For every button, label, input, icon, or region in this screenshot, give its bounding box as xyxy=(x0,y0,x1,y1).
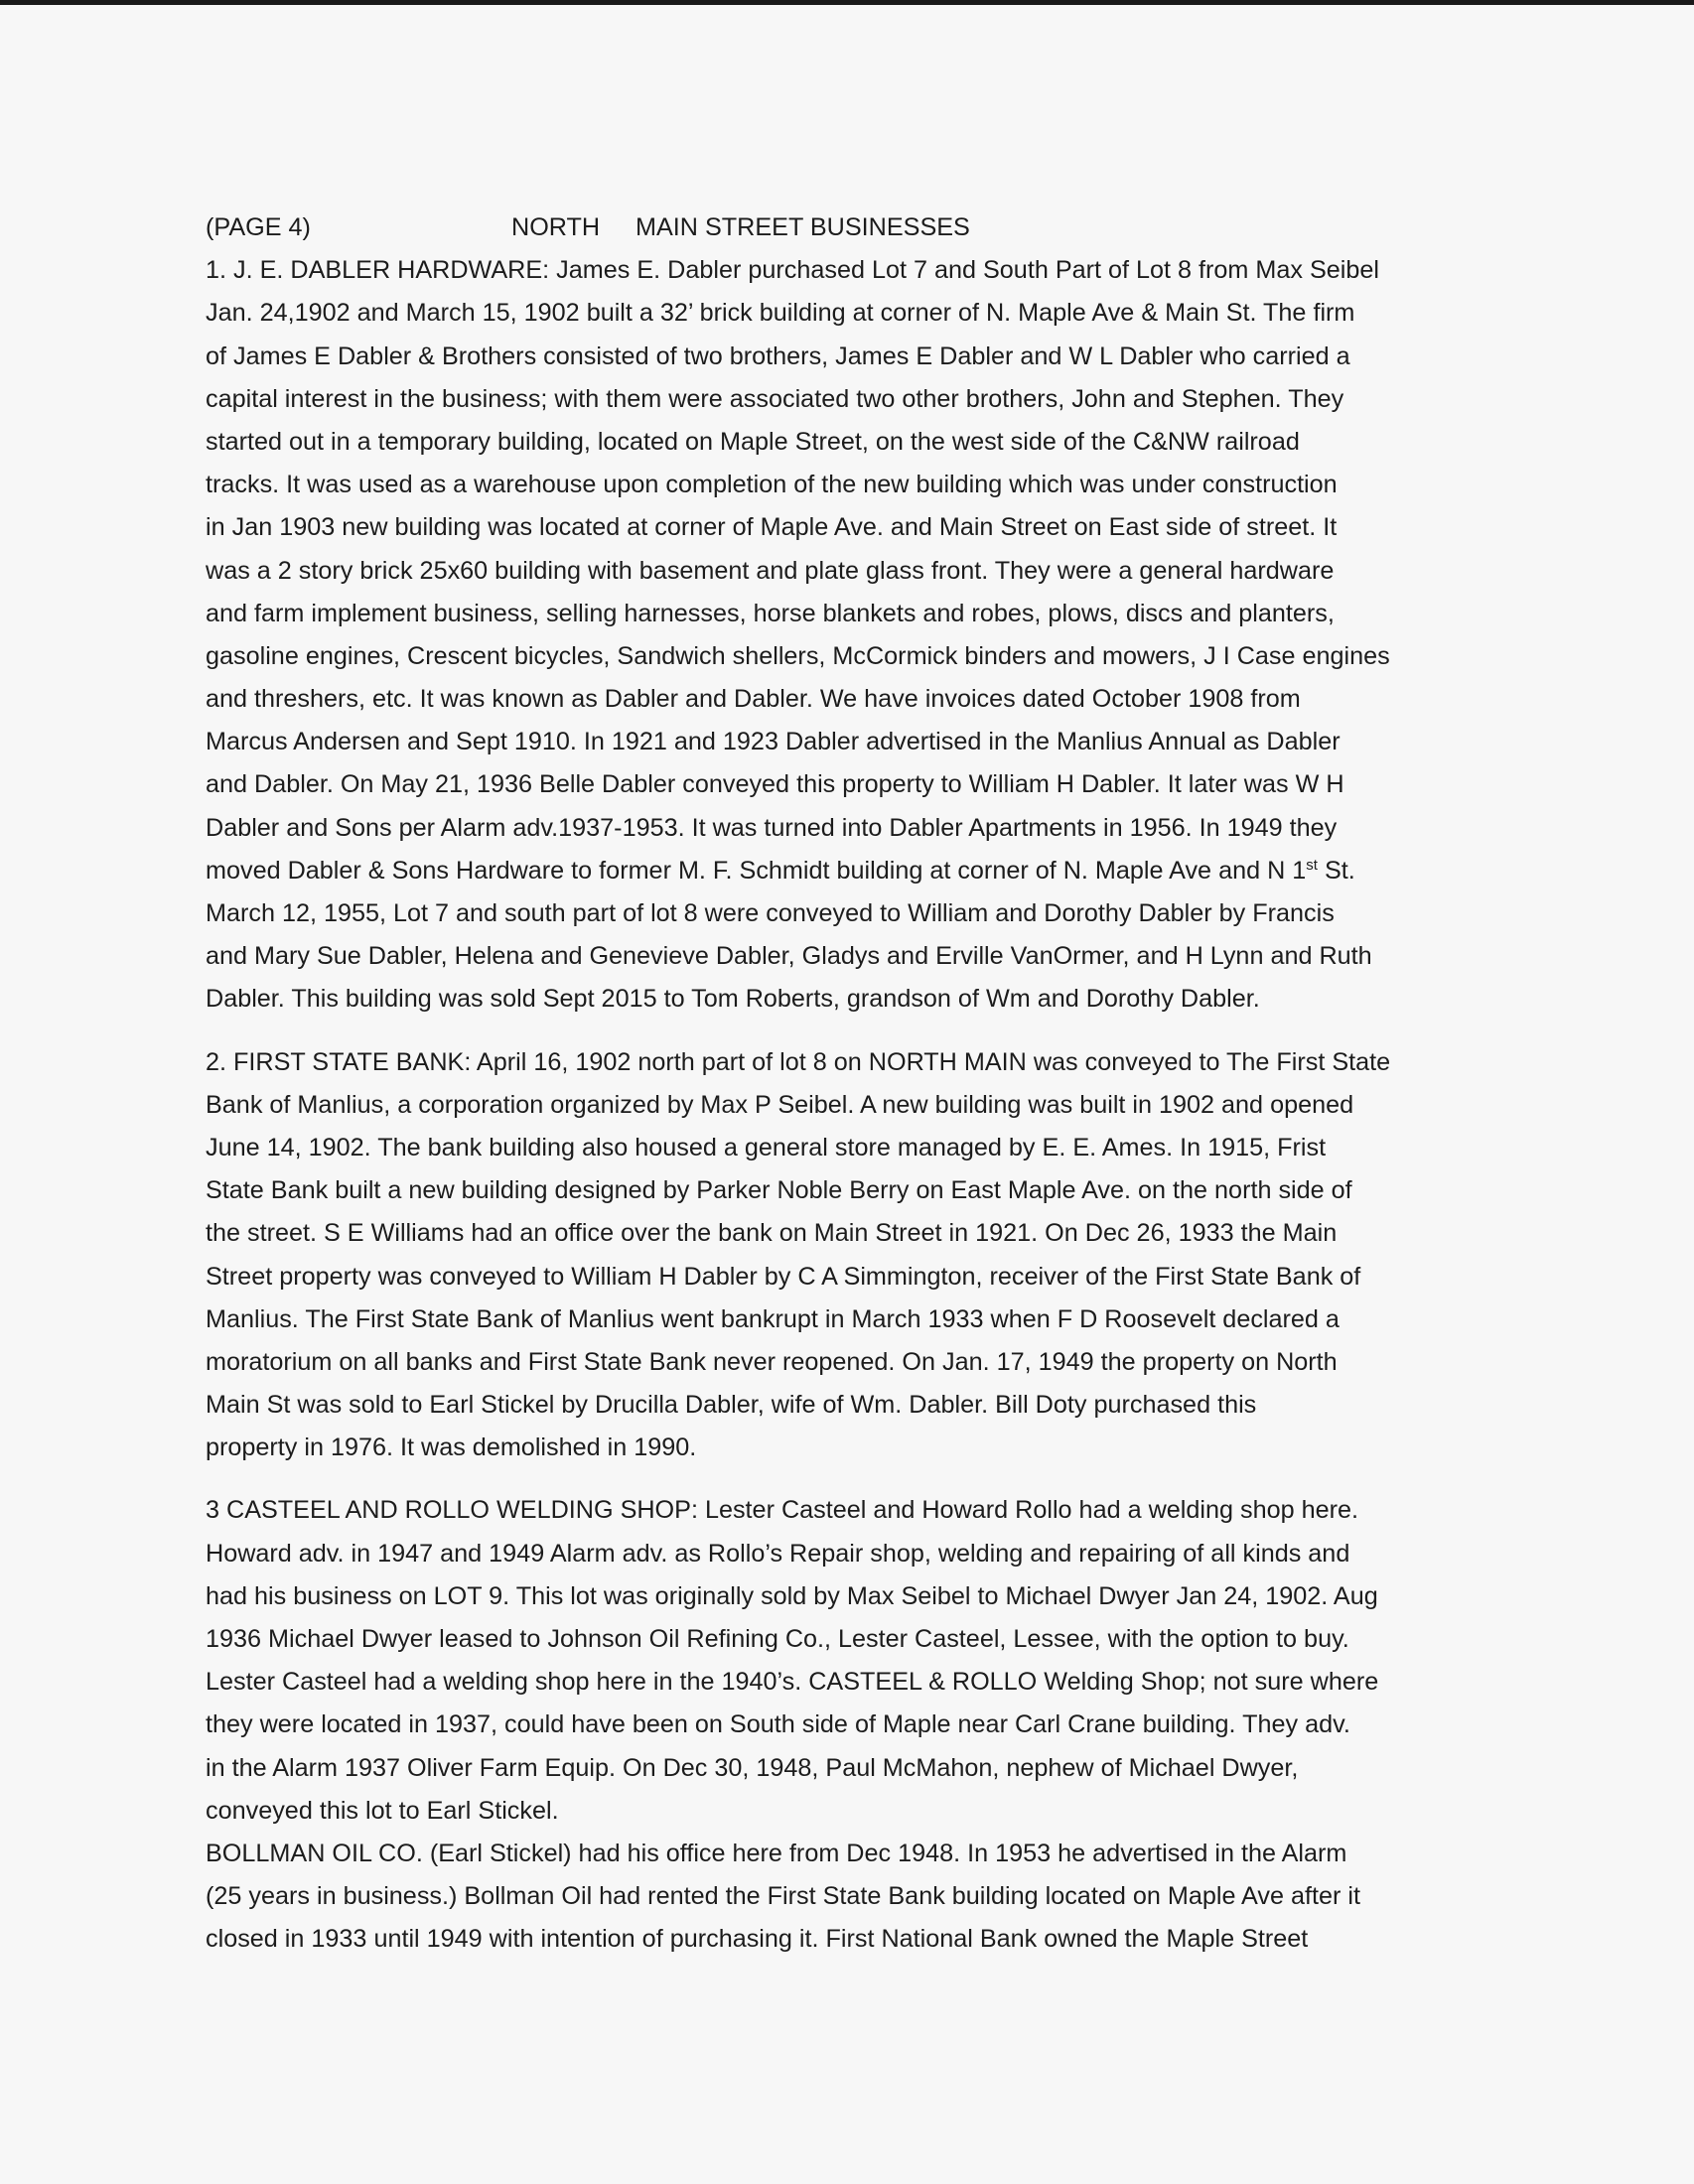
text-line: Manlius. The First State Bank of Manlius went bankrupt in March 1933 when F D Roosevelt declared a xyxy=(206,1304,1340,1333)
text-line: Marcus Andersen and Sept 1910. In 1921 and 1923 Dabler advertised in the Manlius Annual as Dabler xyxy=(206,728,1341,756)
text-line: BOLLMAN OIL CO. (Earl Stickel) had his office here from Dec 1948. In 1953 he advertised in the Alarm xyxy=(206,1839,1347,1867)
text-line: Lester Casteel had a welding shop here in the 1940’s. CASTEEL & ROLLO Welding Shop; not sure where xyxy=(206,1668,1379,1697)
text-line: conveyed this lot to Earl Stickel. xyxy=(206,1796,559,1825)
text-line: (25 years in business.) Bollman Oil had rented the First State Bank building located on Maple Ave after it xyxy=(206,1882,1360,1911)
text-line: Howard adv. in 1947 and 1949 Alarm adv. as Rollo’s Repair shop, welding and repairing of all kinds and xyxy=(206,1539,1350,1568)
text-line: 3 CASTEEL AND ROLLO WELDING SHOP: Lester Casteel and Howard Rollo had a welding shop here. xyxy=(206,1496,1359,1525)
text-line: moratorium on all banks and First State Bank never reopened. On Jan. 17, 1949 the property on North xyxy=(206,1347,1338,1376)
text-line: property in 1976. It was demolished in 1990. xyxy=(206,1433,697,1462)
section-dabler-hardware xyxy=(206,249,1506,1021)
section-casteel-rollo-welding xyxy=(206,1489,1506,1833)
header-title: MAIN STREET BUSINESSES xyxy=(635,213,970,241)
text-line: in Jan 1903 new building was located at corner of Maple Ave. and Main Street on East side of street. It xyxy=(206,513,1338,542)
text-line: started out in a temporary building, located on Maple Street, on the west side of the C&NW railroad xyxy=(206,427,1300,456)
text-line: closed in 1933 until 1949 with intention of purchasing it. First National Bank owned the Maple Street xyxy=(206,1925,1309,1954)
text-line: capital interest in the business; with them were associated two other brothers, John and Stephen. They xyxy=(206,384,1344,413)
text-line: and Dabler. On May 21, 1936 Belle Dabler conveyed this property to William H Dabler. It later was W H xyxy=(206,770,1344,799)
ordinal-suffix: st xyxy=(1306,856,1318,874)
text-line: State Bank built a new building designed by Parker Noble Berry on East Maple Ave. on the north side of xyxy=(206,1176,1352,1205)
text-line: 2. FIRST STATE BANK: April 16, 1902 north part of lot 8 on NORTH MAIN was conveyed to The First State xyxy=(206,1047,1391,1076)
text-line: 1936 Michael Dwyer leased to Johnson Oil Refining Co., Lester Casteel, Lessee, with the option to buy. xyxy=(206,1625,1349,1653)
text-line xyxy=(206,850,1506,892)
text-line: June 14, 1902. The bank building also housed a general store managed by E. E. Ames. In 1915, Frist xyxy=(206,1133,1327,1161)
paragraph-gap xyxy=(206,1022,1506,1041)
text-line: was a 2 story brick 25x60 building with basement and plate glass front. They were a general hardware xyxy=(206,556,1335,585)
page-text xyxy=(206,206,1506,1962)
paragraph-gap xyxy=(206,1469,1506,1489)
header-title-word: NORTH xyxy=(511,213,601,241)
text-line: and Mary Sue Dabler, Helena and Genevieve Dabler, Gladys and Erville VanOrmer, and H Lynn and Ruth xyxy=(206,942,1372,971)
text-line: and farm implement business, selling harnesses, horse blankets and robes, plows, discs and planters, xyxy=(206,599,1335,627)
text-line: Street property was conveyed to William H Dabler by C A Simmington, receiver of the First State Bank of xyxy=(206,1262,1361,1291)
text-line: Jan. 24,1902 and March 15, 1902 built a 32’ brick building at corner of N. Maple Ave & Main St. The firm xyxy=(206,299,1355,328)
text-line: they were located in 1937, could have been on South side of Maple near Carl Crane building. They adv. xyxy=(206,1710,1350,1739)
text-line: Dabler. This building was sold Sept 2015 to Tom Roberts, grandson of Wm and Dorothy Dabler. xyxy=(206,985,1260,1014)
text-line: Dabler and Sons per Alarm adv.1937-1953. It was turned into Dabler Apartments in 1956. In 1949 they xyxy=(206,813,1338,842)
text-line: and threshers, etc. It was known as Dabler and Dabler. We have invoices dated October 1908 from xyxy=(206,685,1301,714)
section-bollman-oil xyxy=(206,1833,1506,1962)
text-line: 1. J. E. DABLER HARDWARE: James E. Dabler purchased Lot 7 and South Part of Lot 8 from Max Seibel xyxy=(206,256,1380,285)
text-line: tracks. It was used as a warehouse upon completion of the new building which was under construction xyxy=(206,471,1338,499)
text-line: of James E Dabler & Brothers consisted of two brothers, James E Dabler and W L Dabler who carried a xyxy=(206,341,1350,370)
section-first-state-bank xyxy=(206,1041,1506,1470)
text-line: Main St was sold to Earl Stickel by Drucilla Dabler, wife of Wm. Dabler. Bill Doty purchased this xyxy=(206,1391,1257,1420)
text-line: March 12, 1955, Lot 7 and south part of lot 8 were conveyed to William and Dorothy Dabler by Francis xyxy=(206,899,1335,927)
text-line-part: St. xyxy=(1317,856,1355,885)
text-line: in the Alarm 1937 Oliver Farm Equip. On Dec 30, 1948, Paul McMahon, nephew of Michael Dwyer, xyxy=(206,1753,1299,1782)
text-line: gasoline engines, Crescent bicycles, Sandwich shellers, McCormick binders and mowers, J I Case engines xyxy=(206,641,1390,670)
text-line: Bank of Manlius, a corporation organized by Max P Seibel. A new building was built in 1902 and opened xyxy=(206,1090,1354,1119)
text-line: the street. S E Williams had an office over the bank on Main Street in 1921. On Dec 26, 1933 the Main xyxy=(206,1219,1338,1248)
text-line: had his business on LOT 9. This lot was originally sold by Max Seibel to Michael Dwyer Jan 24, 1902. Aug xyxy=(206,1581,1378,1610)
text-line-part: moved Dabler & Sons Hardware to former M. F. Schmidt building at corner of N. Maple Ave and N 1 xyxy=(206,856,1307,885)
page-label: (PAGE 4) xyxy=(206,213,311,241)
page-header xyxy=(206,206,1506,249)
